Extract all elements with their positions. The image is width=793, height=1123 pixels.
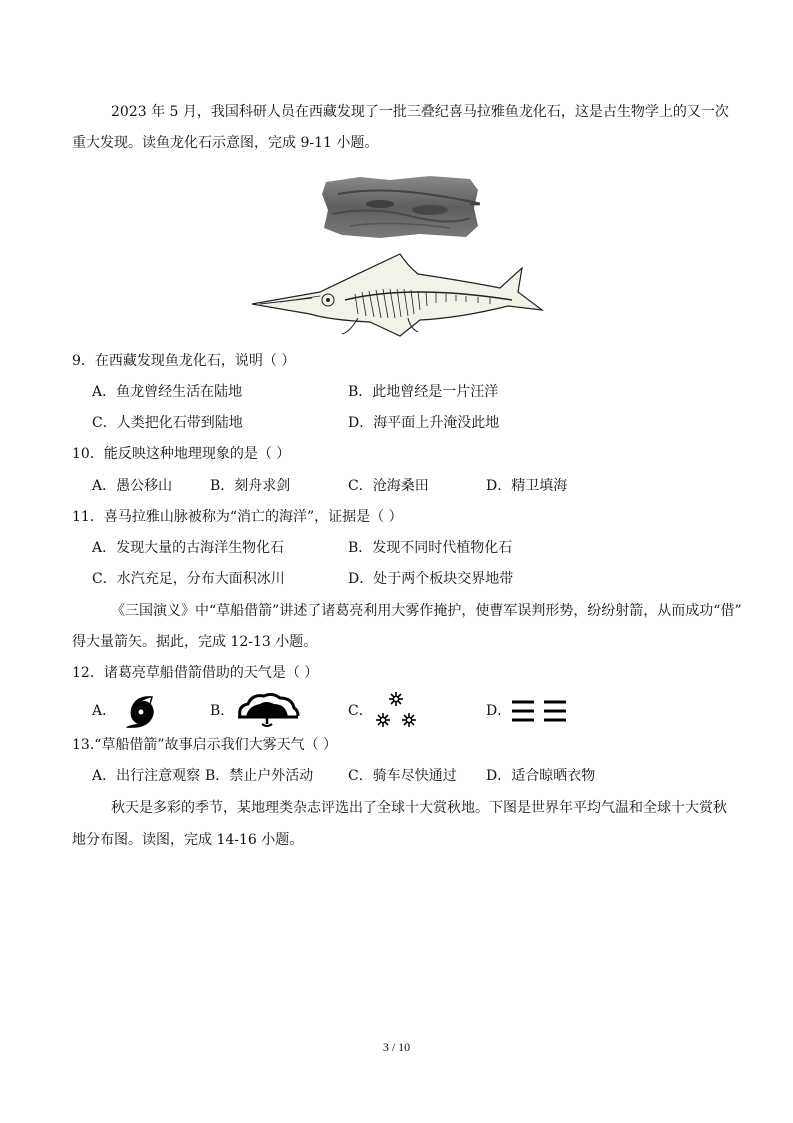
rain-cloud-icon[interactable] <box>236 692 300 728</box>
question-9-option-b[interactable]: B．此地曾经是一片汪洋 <box>348 384 499 400</box>
question-12-option-c-label[interactable]: C． <box>348 703 373 719</box>
question-12-option-b-label[interactable]: B． <box>210 703 235 719</box>
question-13-stem: 13.“草船借箭”故事启示我们大雾天气（ ） <box>72 737 338 753</box>
intro-paragraph-1-line-1: 2023 年 5 月，我国科研人员在西藏发现了一批三叠纪喜马拉雅鱼龙化石，这是古生物学上的又一次 <box>111 104 729 120</box>
question-13-option-d[interactable]: D．适合晾晒衣物 <box>486 768 596 784</box>
intro-paragraph-2-line-2: 得大量箭矢。据此，完成 12-13 小题。 <box>72 634 318 650</box>
intro-paragraph-3-line-1: 秋天是多彩的季节，某地理类杂志评选出了全球十大赏秋地。下图是世界年平均气温和全球十大赏秋 <box>111 800 727 816</box>
question-10-option-b[interactable]: B．刻舟求剑 <box>210 478 291 494</box>
question-10-stem: 10．能反映这种地理现象的是（ ） <box>72 446 291 462</box>
question-13-option-a[interactable]: A．出行注意观察 <box>92 768 201 784</box>
typhoon-icon[interactable] <box>126 694 158 728</box>
intro-paragraph-2-line-1: 《三国演义》中“草船借箭”讲述了诸葛亮利用大雾作掩护，使曹军误判形势，纷纷射箭，从而成功“借” <box>111 603 742 619</box>
intro-paragraph-1-line-2: 重大发现。读鱼龙化石示意图，完成 9-11 小题。 <box>72 135 379 151</box>
fossil-rock-image <box>320 174 480 240</box>
question-12-stem: 12．诸葛亮草船借箭借助的天气是（ ） <box>72 665 319 681</box>
question-13-option-b[interactable]: B．禁止户外活动 <box>205 768 314 784</box>
page-number: 3 / 10 <box>382 1040 411 1054</box>
question-11-stem: 11．喜马拉雅山脉被称为“消亡的海洋”，证据是（ ） <box>72 509 403 525</box>
question-11-option-d[interactable]: D．处于两个板块交界地带 <box>348 571 514 587</box>
question-13-option-c[interactable]: C．骑车尽快通过 <box>348 768 457 784</box>
intro-paragraph-3-line-2: 地分布图。读图，完成 14-16 小题。 <box>72 832 304 848</box>
question-10-option-d[interactable]: D．精卫填海 <box>486 478 568 494</box>
question-11-option-b[interactable]: B．发现不同时代植物化石 <box>348 540 513 556</box>
question-10-option-a[interactable]: A．愚公移山 <box>92 478 173 494</box>
question-9-stem: 9．在西藏发现鱼龙化石，说明（ ） <box>72 353 296 369</box>
question-9-option-d[interactable]: D．海平面上升淹没此地 <box>348 415 500 431</box>
question-12-option-d-label[interactable]: D． <box>486 703 512 719</box>
question-9-option-c[interactable]: C．人类把化石带到陆地 <box>92 415 243 431</box>
question-10-option-c[interactable]: C．沧海桑田 <box>348 478 429 494</box>
question-11-option-a[interactable]: A．发现大量的古海洋生物化石 <box>92 540 285 556</box>
question-12-option-a-label[interactable]: A． <box>92 703 117 719</box>
snow-icon[interactable] <box>372 690 420 730</box>
question-11-option-c[interactable]: C．水汽充足，分布大面积冰川 <box>92 571 285 587</box>
fog-icon[interactable] <box>510 699 568 723</box>
ichthyosaur-skeleton-diagram <box>250 248 545 340</box>
question-9-option-a[interactable]: A．鱼龙曾经生活在陆地 <box>92 384 243 400</box>
